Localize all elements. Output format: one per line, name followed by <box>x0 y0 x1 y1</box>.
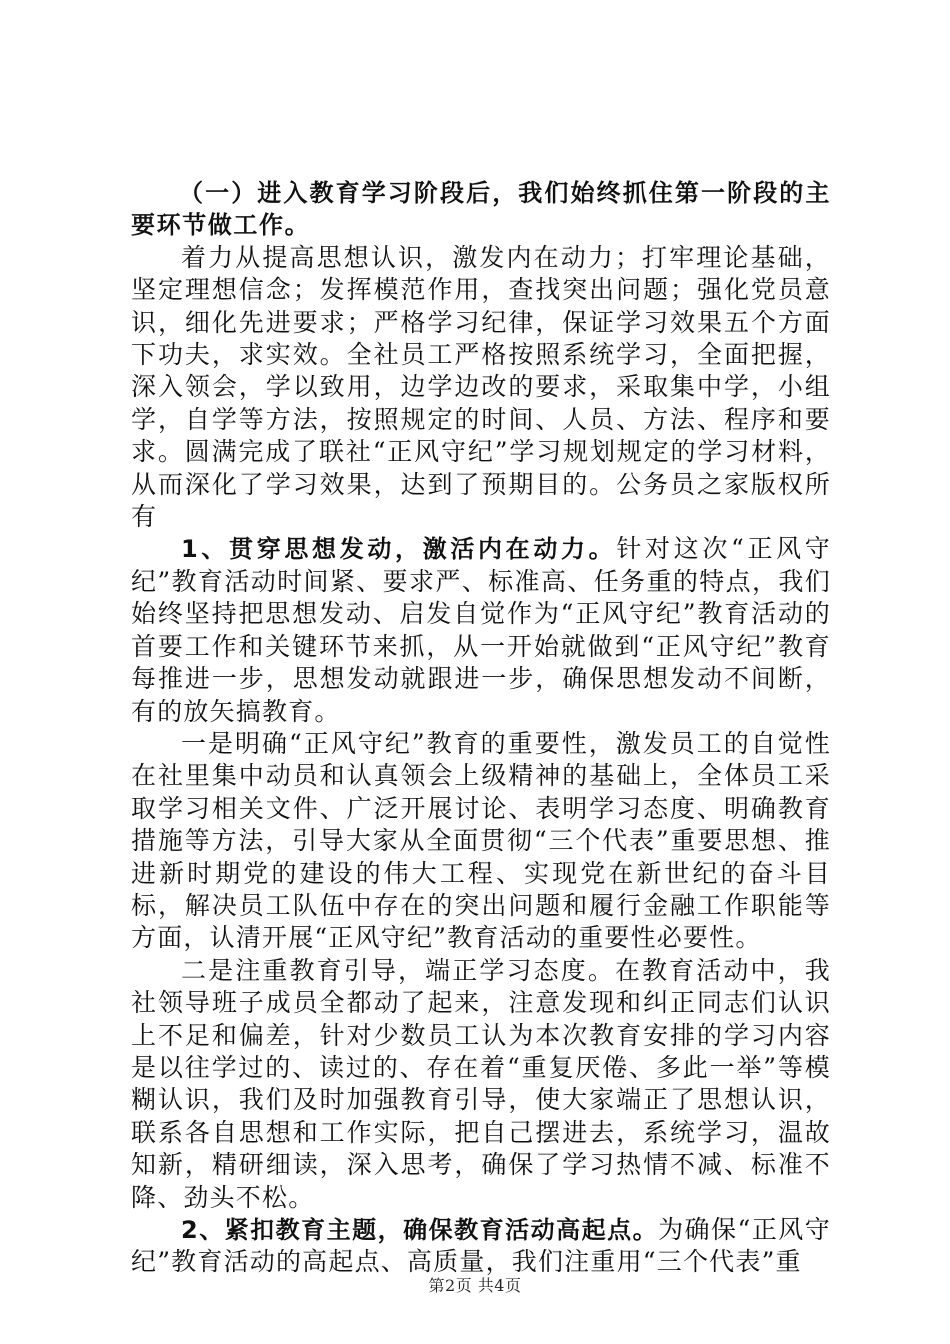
page-footer: 第2页 共4页 <box>428 1276 522 1295</box>
section-heading: （一）进入教育学习阶段后，我们始终抓住第一阶段的主要环节做工作。 <box>131 179 831 240</box>
paragraph-mobilization <box>131 533 831 727</box>
document-body <box>131 177 831 1279</box>
paragraph-body-theme: 为确保“正风守纪”教育活动的高起点、高质量，我们注重用“三个代表”重 <box>131 1215 831 1277</box>
paragraph-body-mobilization: 针对这次“正风守纪”教育活动时间紧、要求严、标准高、任务重的特点，我们始终坚持把思想发动、启发自觉作为“正风守纪”教育活动的首要工作和关键环节来抓，从一开始就做到“正风守纪”教育每推进一步，思想发动就跟进一步，确保思想发动不间断，有的放矢搞教育。 <box>131 534 831 726</box>
paragraph-importance: 一是明确“正风守纪”教育的重要性，激发员工的自觉性在社里集中动员和认真领会上级精神的基础上，全体员工采取学习相关文件、广泛开展讨论、表明学习态度、明确教育措施等方法，引导大家从全面贯彻“三个代表”重要思想、推进新时期党的建设的伟大工程、实现党在新世纪的奋斗目标，解决员工队伍中存在的突出问题和履行金融工作职能等方面，认清开展“正风守纪”教育活动的重要性必要性。 <box>131 728 831 953</box>
paragraph-theme <box>131 1214 831 1279</box>
paragraph-guidance: 二是注重教育引导，端正学习态度。在教育活动中，我社领导班子成员全都动了起来，注意发现和纠正同志们认识上不足和偏差，针对少数员工认为本次教育安排的学习内容是以往学过的、读过的、存在着“重复厌倦、多此一举”等模糊认识，我们及时加强教育引导，使大家端正了思想认识，联系各自思想和工作实际，把自己摆进去，系统学习，温故知新，精研细读，深入思考，确保了学习热情不减、标准不降、劲头不松。 <box>131 955 831 1212</box>
paragraph-lead-mobilization: 1、贯穿思想发动，激活内在动力。 <box>181 535 617 564</box>
paragraph-lead-theme: 2、紧扣教育主题，确保教育活动高起点。 <box>181 1216 659 1244</box>
paragraph-overview: 着力从提高思想认识，激发内在动力；打牢理论基础，坚定理想信念；发挥模范作用，查找突出问题；强化党员意识，细化先进要求；严格学习纪律，保证学习效果五个方面下功夫，求实效。全社员工严格按照系统学习，全面把握，深入领会，学以致用，边学边改的要求，采取集中学，小组学，自学等方法，按照规定的时间、人员、方法、程序和要求。圆满完成了联社“正风守纪”学习规划规定的学习材料，从而深化了学习效果，达到了预期目的。公务员之家版权所有 <box>131 242 831 532</box>
